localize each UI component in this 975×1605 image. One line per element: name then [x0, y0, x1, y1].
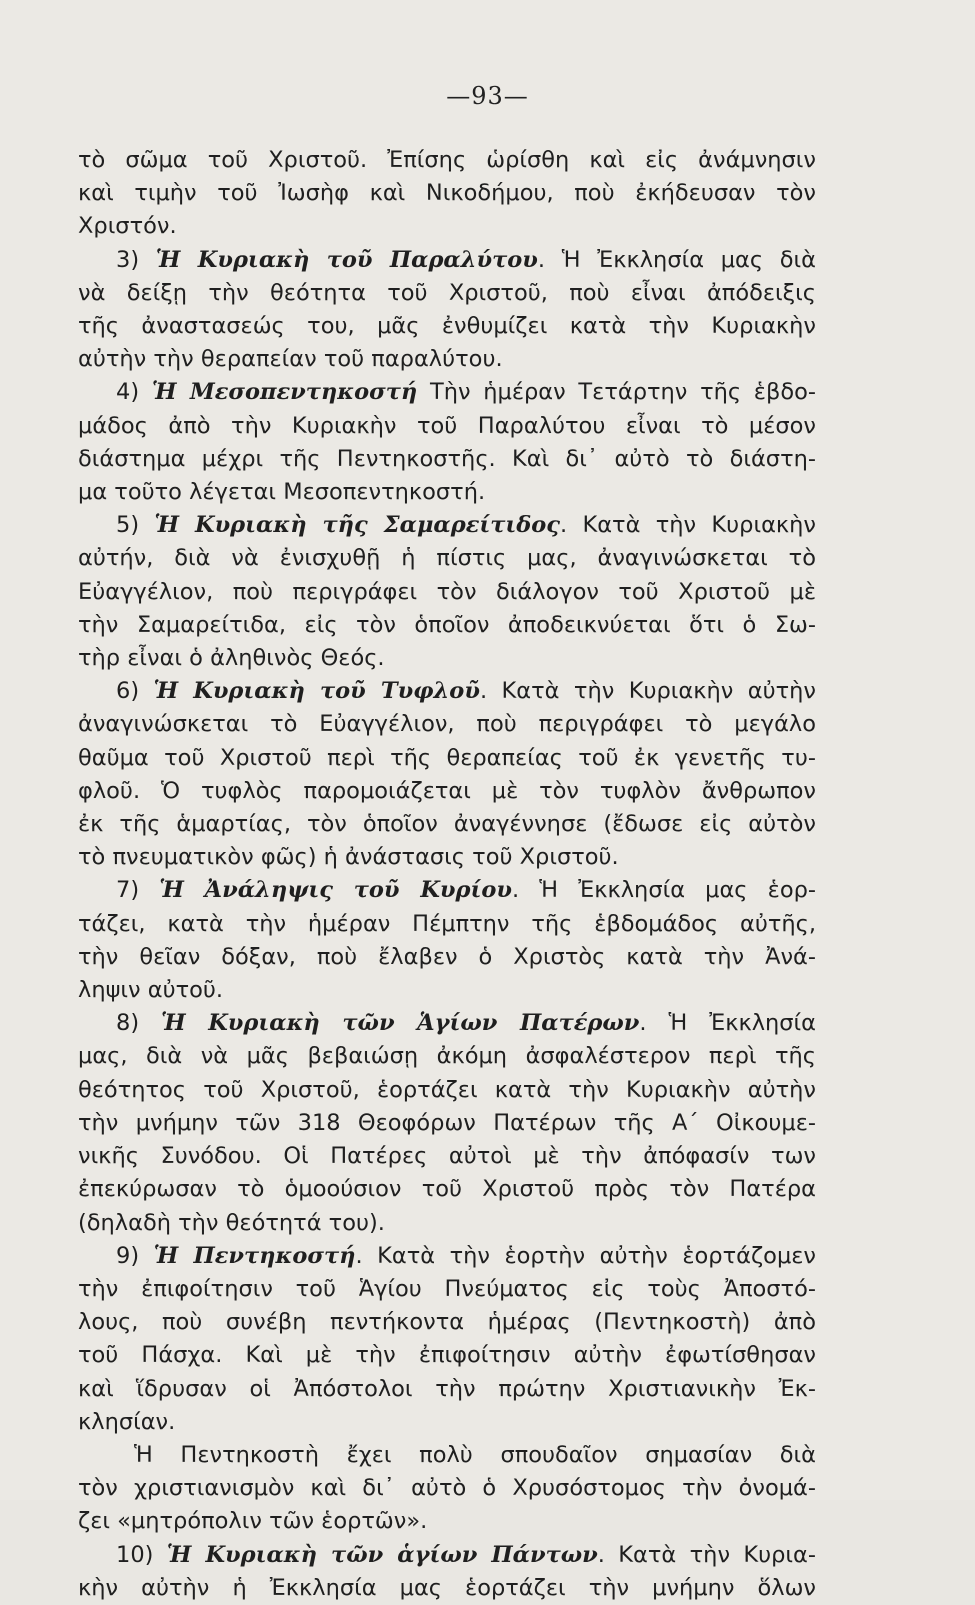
line-text: Τὴν ἡμέραν Τετάρτην τῆς ἑβδο-	[417, 379, 816, 406]
section-heading: Ἡ Κυριακὴ τῶν Ἁγίων Πατέρων	[161, 1010, 640, 1037]
text-line	[78, 609, 816, 642]
text-line	[78, 874, 816, 907]
text-line	[78, 675, 816, 708]
line-text: μα τοῦτο λέγεται Μεσοπεντηκοστή.	[78, 479, 486, 506]
text-line	[78, 642, 816, 675]
line-text: Χριστόν.	[78, 213, 177, 240]
item-number: 9)	[116, 1242, 154, 1269]
body-text	[78, 144, 816, 1605]
line-text: Ἡ Πεντηκοστὴ ἔχει πολὺ σπουδαῖον σημασίαν διὰ	[134, 1441, 816, 1468]
text-line	[78, 244, 816, 277]
text-line	[78, 1207, 816, 1240]
line-text: θεότητος τοῦ Χριστοῦ, ἑορτάζει κατὰ τὴν Κυριακὴν αὐτὴν	[78, 1076, 816, 1103]
text-line	[78, 1539, 816, 1572]
line-text: . Κατὰ τὴν ἑορτὴν αὐτὴν ἑορτάζομεν	[355, 1242, 816, 1269]
line-text: λους, ποὺ συνέβη πεντήκοντα ἡμέρας (Πεντηκοστὴ) ἀπὸ	[78, 1309, 816, 1336]
text-line	[78, 310, 816, 343]
text-line	[78, 410, 816, 443]
line-text: ζει «μητρόπολιν τῶν ἑορτῶν».	[78, 1508, 428, 1535]
text-line	[78, 509, 816, 542]
line-text: τὴν μνήμην τῶν 318 Θεοφόρων Πατέρων τῆς Α΄ Οἰκουμε-	[78, 1109, 816, 1136]
line-text: κλησίαν.	[78, 1408, 176, 1435]
text-line	[78, 1173, 816, 1206]
text-line	[78, 1472, 816, 1505]
text-line	[78, 1306, 816, 1339]
line-text: αὐτὴν τὴν θεραπείαν τοῦ παραλύτου.	[78, 346, 503, 373]
text-line	[78, 1240, 816, 1273]
text-line	[78, 343, 816, 376]
text-line	[78, 1439, 816, 1472]
line-text: τάζει, κατὰ τὴν ἡμέραν Πέμπτην τῆς ἑβδομάδος αὐτῆς,	[78, 910, 816, 937]
section-heading: Ἡ Κυριακὴ τοῦ Παραλύτου	[155, 246, 538, 273]
line-text: τὴρ εἶναι ὁ ἀληθινὸς Θεός.	[78, 645, 385, 672]
section-heading: Ἡ Ἀνάληψις τοῦ Κυρίου	[159, 877, 512, 904]
line-text: Εὐαγγέλιον, ποὺ περιγράφει τὸν διάλογον τοῦ Χριστοῦ μὲ	[78, 578, 816, 605]
section-heading: Ἡ Μεσοπεντηκοστή	[151, 379, 418, 406]
line-text: τὴν ἐπιφοίτησιν τοῦ Ἁγίου Πνεύματος εἰς τοὺς Ἀποστό-	[78, 1275, 816, 1302]
line-text: τὸ πνευματικὸν φῶς) ἡ ἀνάστασις τοῦ Χριστοῦ.	[78, 844, 619, 871]
text-line	[78, 542, 816, 575]
text-line	[78, 144, 816, 177]
line-text: τὸν χριστιανισμὸν καὶ δι᾿ αὐτὸ ὁ Χρυσόστομος τὴν ὀνομά-	[78, 1475, 816, 1502]
line-text: καὶ ἵδρυσαν οἱ Ἀπόστολοι τὴν πρώτην Χριστιανικὴν Ἐκ-	[78, 1375, 816, 1402]
line-text: ἀναγινώσκεται τὸ Εὐαγγέλιον, ποὺ περιγράφει τὸ μεγάλο	[78, 711, 816, 738]
line-text: ληψιν αὐτοῦ.	[78, 977, 224, 1004]
page-number: —93—	[446, 82, 529, 110]
line-text: κὴν αὐτὴν ἡ Ἐκκλησία μας ἑορτάζει τὴν μνήμην ὅλων	[78, 1574, 816, 1601]
text-line	[78, 277, 816, 310]
line-text: . Ἡ Ἐκκλησία	[639, 1010, 816, 1037]
text-line	[78, 210, 816, 243]
text-line	[78, 1007, 816, 1040]
text-line	[78, 1505, 816, 1538]
line-text: ἐπεκύρωσαν τὸ ὁμοούσιον τοῦ Χριστοῦ πρὸς τὸν Πατέρα	[78, 1176, 816, 1203]
line-text: . Κατὰ τὴν Κυριακὴν	[560, 512, 817, 539]
text-line	[78, 443, 816, 476]
text-line	[78, 1339, 816, 1372]
item-number: 10)	[116, 1541, 167, 1568]
item-number: 8)	[116, 1010, 162, 1037]
line-text: τὴν Σαμαρείτιδα, εἰς τὸν ὁποῖον ἀποδεικνύεται ὅτι ὁ Σω-	[78, 611, 816, 638]
line-text: . Ἡ Ἐκκλησία μας ἑορ-	[512, 877, 816, 904]
item-number: 4)	[116, 379, 152, 406]
text-line	[78, 376, 816, 409]
line-text: θαῦμα τοῦ Χριστοῦ περὶ τῆς θεραπείας τοῦ ἐκ γενετῆς τυ-	[78, 744, 816, 771]
line-text: φλοῦ. Ὁ τυφλὸς παρομοιάζεται μὲ τὸν τυφλὸν ἄνθρωπον	[78, 777, 816, 804]
line-text: . Ἡ Ἐκκλησία μας διὰ	[537, 246, 816, 273]
text-line	[78, 1572, 816, 1605]
line-text: διάστημα μέχρι τῆς Πεντηκοστῆς. Καὶ δι᾿ αὐτὸ τὸ διάστη-	[78, 445, 816, 472]
text-line	[78, 1074, 816, 1107]
line-text: τὸ σῶμα τοῦ Χριστοῦ. Ἐπίσης ὡρίσθη καὶ εἰς ἀνάμνησιν	[78, 147, 816, 173]
line-text: μάδος ἀπὸ τὴν Κυριακὴν τοῦ Παραλύτου εἶναι τὸ μέσον	[78, 412, 816, 439]
text-line	[78, 974, 816, 1007]
line-text: τοῦ Πάσχα. Καὶ μὲ τὴν ἐπιφοίτησιν αὐτὴν ἐφωτίσθησαν	[78, 1342, 816, 1369]
text-line	[78, 1140, 816, 1173]
line-text: (δηλαδὴ τὴν θεότητά του).	[78, 1209, 385, 1236]
text-line	[78, 1040, 816, 1073]
section-heading: Ἡ Πεντηκοστή	[153, 1242, 356, 1269]
line-text: μας, διὰ νὰ μᾶς βεβαιώσῃ ἀκόμη ἀσφαλέστερον περὶ τῆς	[78, 1043, 816, 1070]
item-number: 3)	[116, 246, 156, 273]
text-line	[78, 775, 816, 808]
item-number: 5)	[116, 512, 155, 539]
line-text: τῆς ἀναστασεώς του, μᾶς ἐνθυμίζει κατὰ τὴν Κυριακὴν	[78, 313, 816, 340]
text-line	[78, 177, 816, 210]
text-line	[78, 808, 816, 841]
text-line	[78, 1273, 816, 1306]
line-text: νὰ δείξῃ τὴν θεότητα τοῦ Χριστοῦ, ποὺ εἶναι ἀπόδειξις	[78, 279, 816, 306]
text-line	[78, 476, 816, 509]
line-text: τὴν θεῖαν δόξαν, ποὺ ἔλαβεν ὁ Χριστὸς κατὰ τὴν Ἀνά-	[78, 943, 816, 970]
text-line	[78, 708, 816, 741]
line-text: αὐτήν, διὰ νὰ ἐνισχυθῇ ἡ πίστις μας, ἀναγινώσκεται τὸ	[78, 545, 816, 572]
section-heading: Ἡ Κυριακὴ τῶν ἁγίων Πάντων	[166, 1541, 598, 1568]
line-text: . Κατὰ τὴν Κυρια-	[597, 1541, 816, 1568]
text-line	[78, 908, 816, 941]
item-number: 6)	[116, 678, 154, 705]
text-line	[78, 941, 816, 974]
line-text: νικῆς Συνόδου. Οἱ Πατέρες αὐτοὶ μὲ τὴν ἀπόφασίν των	[78, 1143, 816, 1170]
text-line	[78, 1373, 816, 1406]
text-line	[78, 1406, 816, 1439]
text-line	[78, 1107, 816, 1140]
section-heading: Ἡ Κυριακὴ τῆς Σαμαρείτιδος	[154, 512, 561, 539]
section-heading: Ἡ Κυριακὴ τοῦ Τυφλοῦ	[153, 678, 480, 705]
text-line	[78, 841, 816, 874]
line-text: καὶ τιμὴν τοῦ Ἰωσὴφ καὶ Νικοδήμου, ποὺ ἐκήδευσαν τὸν	[78, 180, 816, 207]
line-text: . Κατὰ τὴν Κυριακὴν αὐτὴν	[479, 678, 816, 705]
line-text: ἐκ τῆς ἁμαρτίας, τὸν ὁποῖον ἀναγέννησε (ἔδωσε εἰς αὐτὸν	[78, 811, 816, 838]
text-line	[78, 576, 816, 609]
text-line	[78, 742, 816, 775]
item-number: 7)	[116, 877, 160, 904]
